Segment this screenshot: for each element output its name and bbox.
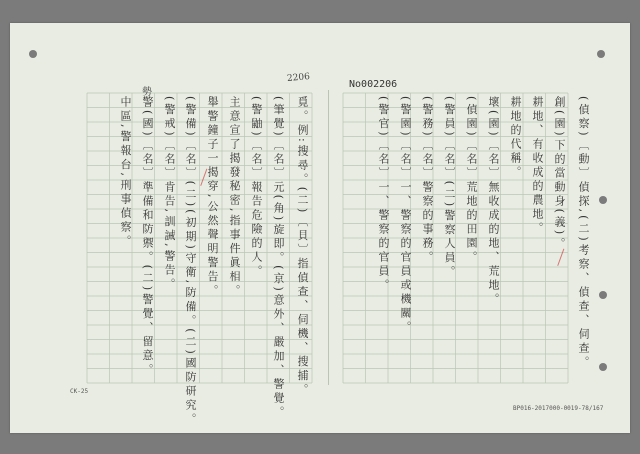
left-column-text: (警鼬)〔名〕報告危險的人。	[250, 96, 263, 279]
center-gutter	[328, 90, 329, 385]
handwritten-page-number: 2206	[286, 72, 311, 84]
left-column-text: 中區,警報台,刑事偵察。	[119, 96, 132, 249]
right-column-text: (偵察)〔動〕偵探,(二)考察、偵查、伺查。	[577, 96, 590, 370]
right-column-text: (偵園)〔名〕荒地的田園。	[465, 96, 478, 265]
right-column-text: (警務)〔名〕警察的事務。	[421, 96, 434, 265]
archive-code: BP016-2017000-0019-78/167	[513, 405, 604, 412]
paper-code: CK-25	[70, 388, 89, 395]
right-column-text: (警員)〔名〕(二)警察人員。	[443, 96, 456, 280]
serial-stamp	[349, 79, 397, 90]
left-column-text: (警備)〔名〕(二)(初期)守衛,防備。(二)國防研究。	[184, 96, 197, 427]
serial-prefix: No	[349, 79, 362, 90]
left-column-text: 主意宣了揭發秘密,指事件眞相。	[228, 96, 241, 299]
right-column-text: 耕地的代稱。	[509, 96, 522, 180]
right-column-text: 耕地、有收成的農地。	[531, 96, 544, 236]
right-column-text: (警園)〔名〕一、警察的官員或機關。	[399, 96, 412, 335]
left-column-text: (警戒)〔名〕肯告,訓誡,警告。	[163, 96, 176, 292]
corner-character: 勢	[142, 87, 152, 98]
left-column-text: 舉警鐘子一揭穿,公然聲明警告。	[206, 96, 219, 299]
left-column-text: (筆覺)〔名〕元(角)旋即。(京)意外、嚴加、警覺。	[272, 96, 285, 420]
left-column-text: 警(國)〔名〕準備和防禦。(二)警覺、留意。	[141, 96, 154, 378]
right-column-text: (警官)〔名〕一、警察的官員。	[377, 96, 390, 293]
right-column-text: 創(園)下的當動身(義)。	[553, 96, 566, 252]
left-column-text: 覓。例:搜尋。(二)〔貝〕指偵查、伺機、搜捕。	[296, 96, 309, 398]
serial-number: 002206	[361, 79, 398, 90]
right-column-text: 壞(園)〔名〕無收成的地、荒地。	[487, 96, 500, 307]
